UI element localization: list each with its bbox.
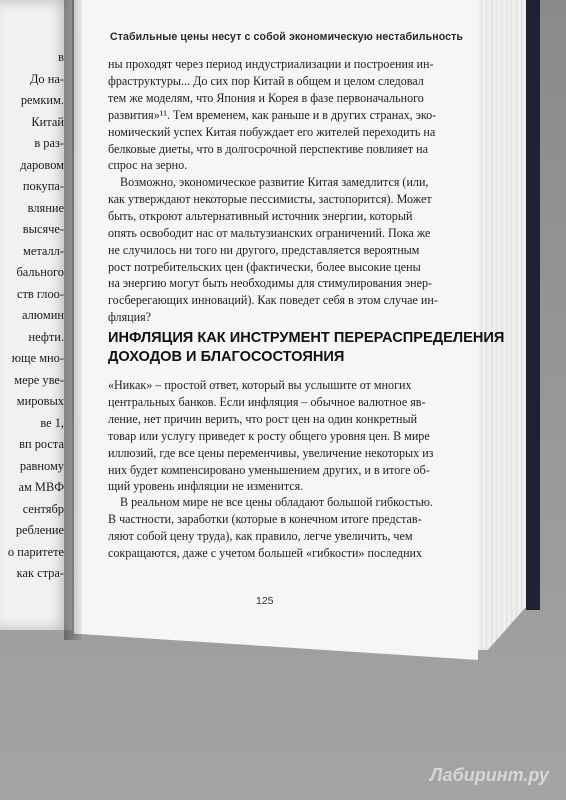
left-page-fragment: о паритете (7, 544, 64, 559)
left-page-fragment: как стра- (16, 566, 64, 580)
left-page-fragment: ам МВФ (18, 480, 64, 494)
text-line: сокращаются, даже с учетом большей «гибкости» последних (108, 545, 423, 560)
text-line: на энергию могут быть необходимы для стимулирования энер- (108, 276, 433, 291)
text-line: центральных банков. Если инфляция – обычное валютное яв- (108, 394, 426, 409)
text-line: спрос на зерно. (108, 158, 188, 173)
text-line: товар или услугу приведет к росту общего уровня цен. В мире (108, 428, 430, 443)
book-gutter (64, 0, 82, 640)
left-page-fragment: покупа- (22, 179, 64, 193)
text-line: «Никак» – простой ответ, который вы услышите от многих (108, 378, 412, 392)
text-line: ляют собой цену труда), как правило, легче увеличить, чем (108, 528, 413, 543)
left-page-fragment: ребление (15, 523, 64, 537)
left-page-fragment: в (58, 50, 64, 64)
left-page-fragment: мировых (16, 394, 64, 408)
text-line: быть, откроют альтернативный источник энергии, который (108, 208, 413, 223)
left-page-fragment: До на- (29, 71, 64, 86)
heading-line: ИНФЛЯЦИЯ КАК ИНСТРУМЕНТ ПЕРЕРАСПРЕДЕЛЕНИЯ (108, 330, 505, 346)
left-page-fragment: высяче- (22, 222, 64, 236)
text-line: опять освободит нас от мальтузианских ограничений. Пока же (108, 225, 431, 240)
text-line: как утверждают некоторые пессимисты, застопорится). Может (108, 191, 432, 206)
text-line: развития»¹¹. Тем временем, как раньше и в других странах, эко- (108, 107, 437, 122)
left-page-fragment: в раз- (34, 136, 64, 150)
text-line: белковые диеты, что в долгосрочной перспективе повлияет на (108, 141, 428, 156)
left-page-fragment: даровом (20, 157, 64, 172)
text-line: тем же моделям, что Япония и Корея в фазе первоначального (108, 90, 424, 105)
text-line: иллюзий, где все цены переменчивы, увеличение некоторых из (108, 445, 434, 460)
text-line: номический успех Китая побуждает его жителей переходить на (108, 124, 436, 139)
text-line: ны проходят через период индустриализации и построения ин- (108, 57, 434, 71)
running-head: Стабильные цены несут с собой экономическую нестабильность (110, 31, 464, 43)
text-line: фраструктуры... До сих пор Китай в общем и целом следовал (108, 73, 424, 88)
site-watermark (430, 765, 549, 786)
left-page-fragment: ремким. (20, 93, 64, 107)
left-page (0, 0, 72, 630)
left-page-fragment: равному (19, 458, 64, 473)
watermark-text: Лабиринт.ру (430, 765, 549, 785)
text-line: щий уровень инфляции не изменится. (108, 479, 304, 494)
left-page-fragment: вп роста (19, 437, 64, 451)
text-line: В частности, заработки (которые в конечном итоге представ- (108, 511, 422, 526)
left-page-fragment: ств глоо- (16, 286, 64, 301)
left-page-fragment: металл- (22, 243, 64, 258)
left-page-fragment: бального (16, 265, 64, 279)
text-line: ление, нет причин верить, что рост цен на один конкретный (108, 411, 418, 426)
left-page-fragment: сентябр (22, 501, 64, 516)
text-line: В реальном мире не все цены обладают большой гибкостью. (120, 495, 433, 509)
heading-line: ДОХОДОВ И БЛАГОСОСТОЯНИЯ (108, 349, 345, 365)
left-page-fragment: нефти. (28, 329, 64, 344)
text-line: фляция? (108, 310, 152, 325)
left-page-fragment: алюмин (22, 308, 64, 322)
left-page-fragment: Китай (31, 114, 64, 129)
text-line: них будет компенсировано уменьшением других, и в итоге об- (108, 462, 430, 477)
text-line: не случилось ни того ни другого, представляется вероятным (108, 242, 420, 257)
text-line: рост потребительских цен (фактически, более высокие цены (108, 259, 421, 274)
text-line: госберегающих инноваций). Как поведет себя в этом случае ин- (108, 293, 438, 308)
left-page-fragment: юще мно- (11, 351, 64, 365)
left-page-fragment: вляние (27, 200, 64, 215)
left-page-fragment: ве 1, (40, 415, 64, 430)
left-page-fragment: мере уве- (14, 372, 64, 387)
text-line: Возможно, экономическое развитие Китая замедлится (или, (120, 175, 429, 189)
book-cover-edge (526, 0, 540, 610)
page-number: 125 (256, 595, 274, 607)
